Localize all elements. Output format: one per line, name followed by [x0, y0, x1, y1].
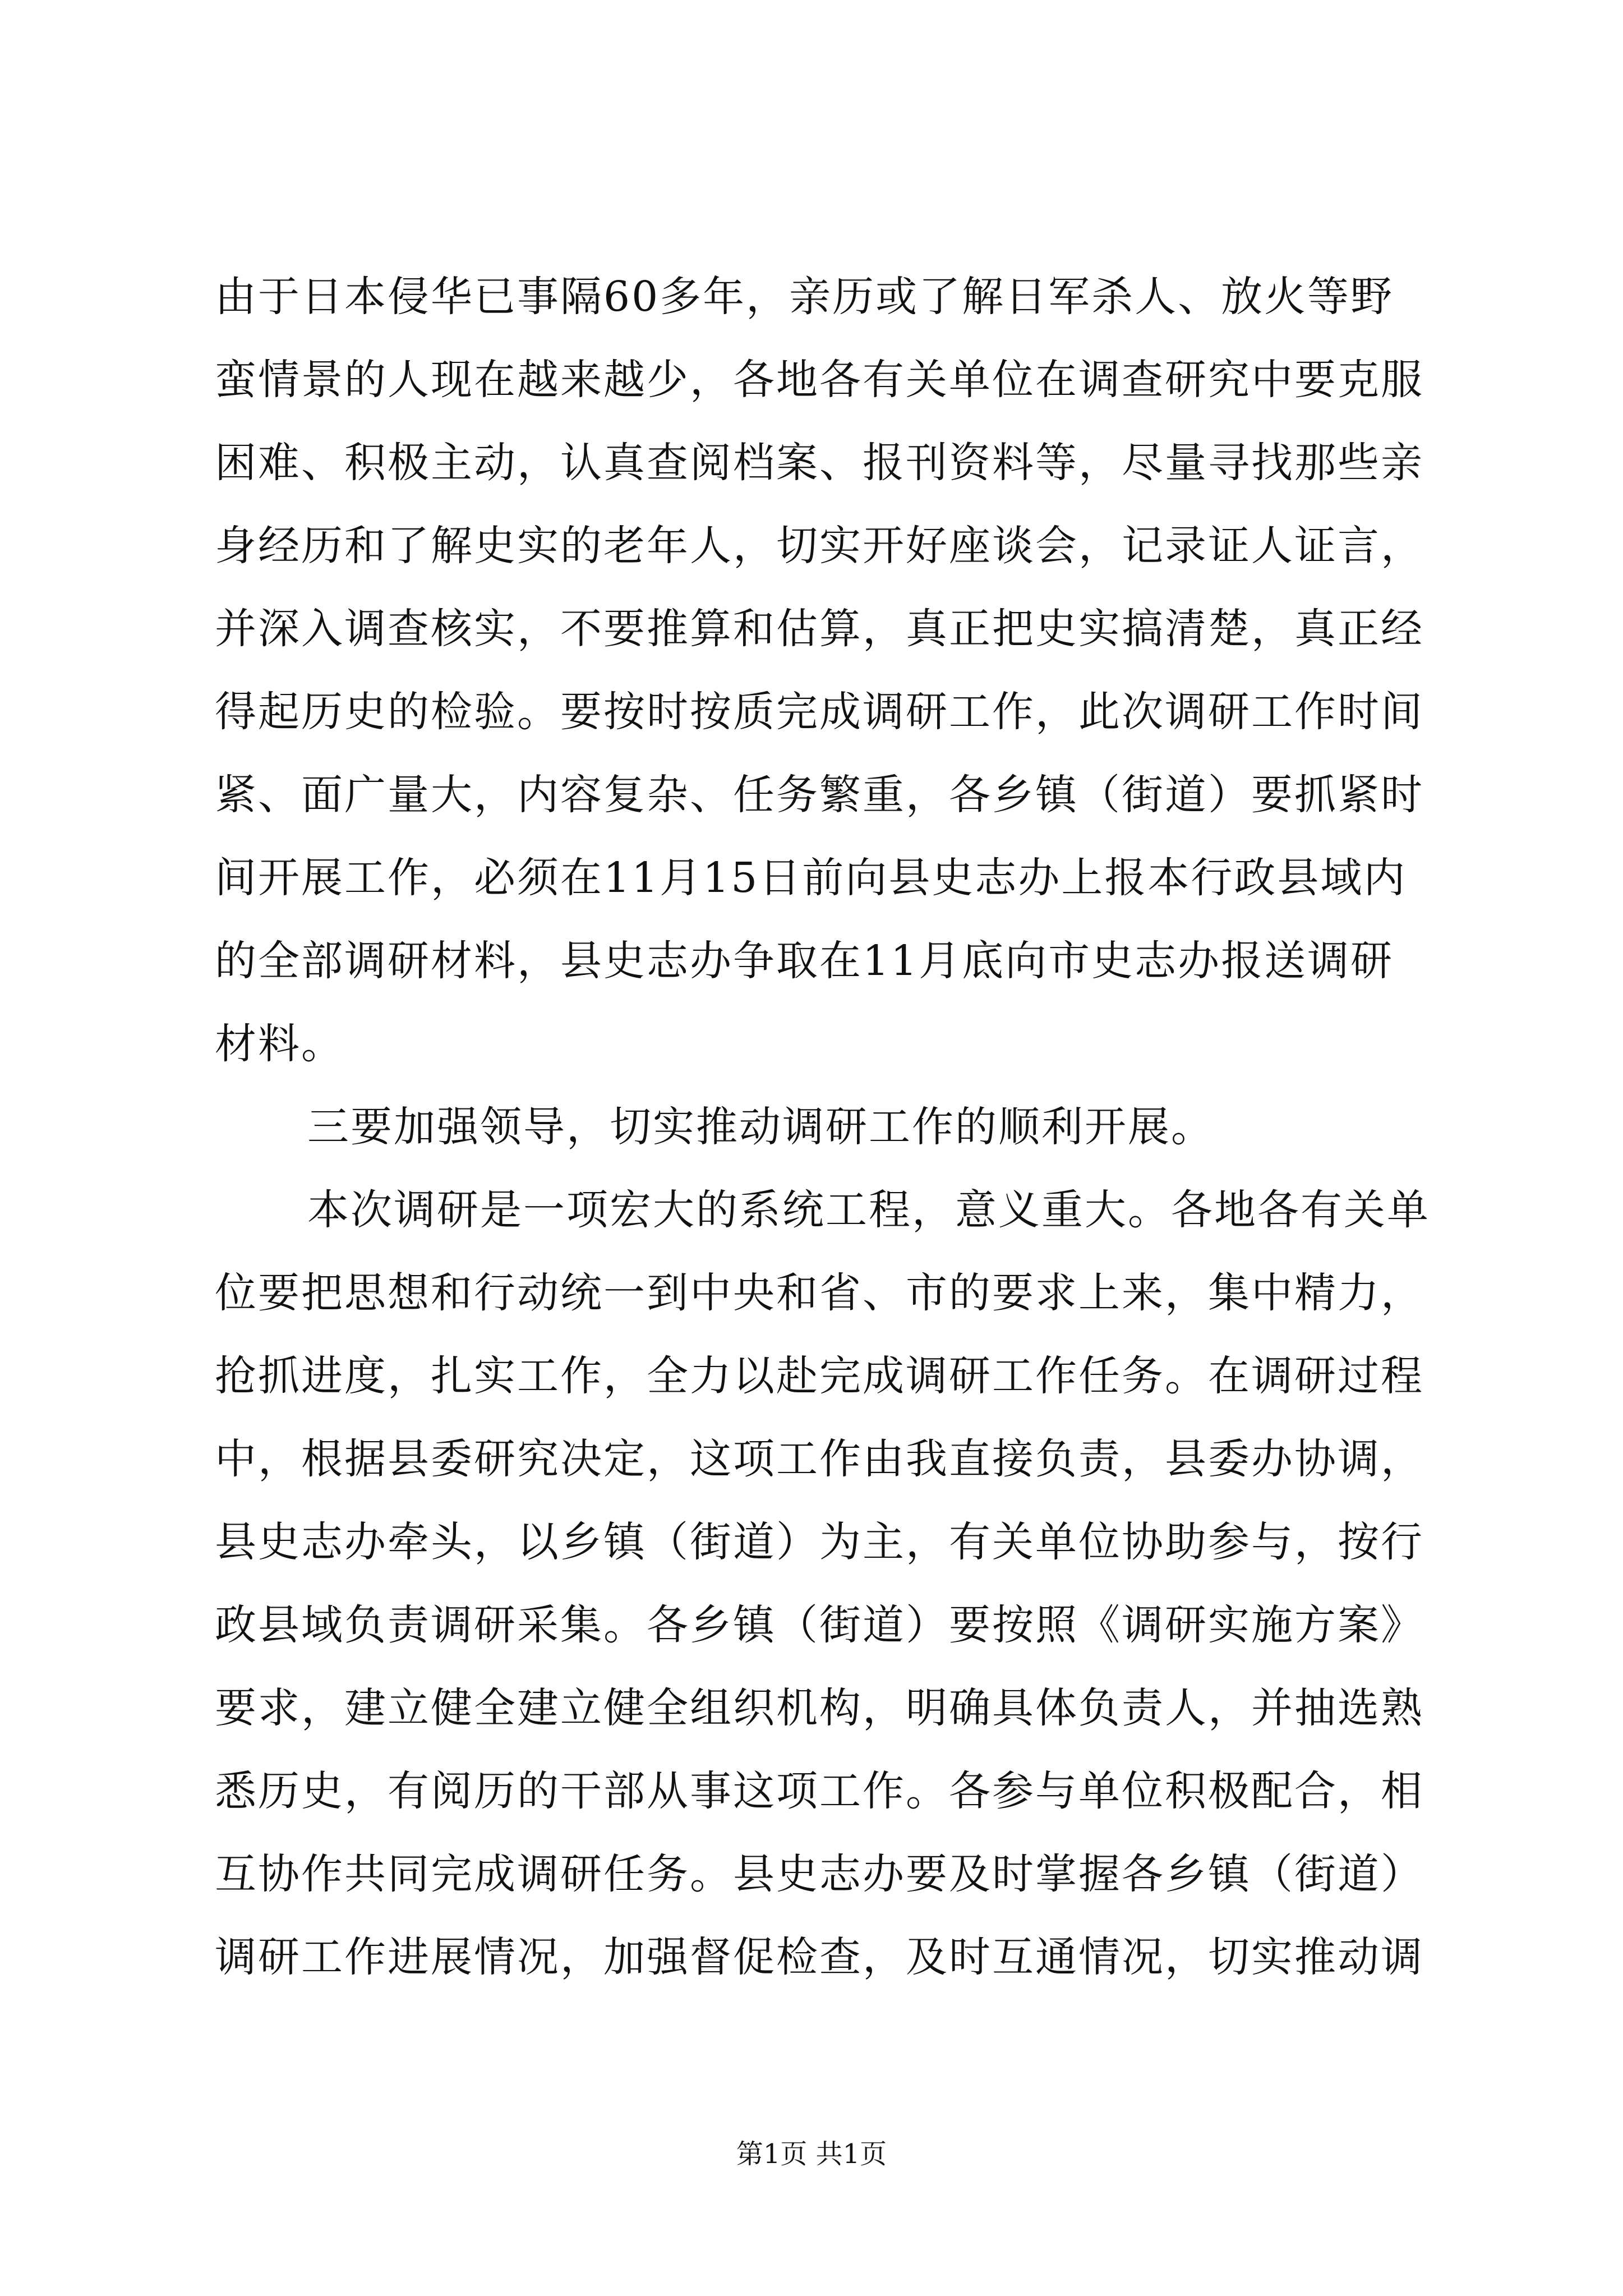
- paragraph-2-heading: [215, 1085, 1421, 1168]
- text-line: 得起历史的检验。要按时按质完成调研工作，此次调研工作时间: [215, 688, 1424, 736]
- document-body: [215, 255, 1430, 1999]
- text-line: 调研工作进展情况，加强督促检查，及时互通情况，切实推动调: [215, 1933, 1424, 1981]
- text-line: 悉历史，有阅历的干部从事这项工作。各参与单位积极配合，相: [215, 1767, 1424, 1815]
- text-line: 材料。: [215, 1020, 344, 1068]
- text-line: 困难、积极主动，认真查阅档案、报刊资料等，尽量寻找那些亲: [215, 439, 1424, 487]
- section-heading: 三要加强领导，切实推动调研工作的顺利开展。: [307, 1103, 1214, 1151]
- text-line: 本次调研是一项宏大的系统工程，意义重大。各地各有关单: [307, 1186, 1430, 1234]
- paragraph-3: [215, 1168, 1430, 1999]
- text-line: 间开展工作，必须在11月15日前向县史志办上报本行政县域内: [215, 854, 1407, 902]
- text-line: 中，根据县委研究决定，这项工作由我直接负责，县委办协调，: [215, 1435, 1424, 1483]
- text-line: 互协作共同完成调研任务。县史志办要及时掌握各乡镇（街道）: [215, 1850, 1424, 1898]
- text-line: 蛮情景的人现在越来越少，各地各有关单位在调查研究中要克服: [215, 356, 1424, 404]
- text-line: 县史志办牵头，以乡镇（街道）为主，有关单位协助参与，按行: [215, 1518, 1424, 1566]
- text-line: 的全部调研材料，县史志办争取在11月底向市史志办报送调研: [215, 937, 1394, 985]
- text-line: 由于日本侵华已事隔60多年，亲历或了解日军杀人、放火等野: [215, 273, 1394, 321]
- text-line: 身经历和了解史实的老年人，切实开好座谈会，记录证人证言，: [215, 522, 1424, 570]
- text-line: 要求，建立健全建立健全组织机构，明确具体负责人，并抽选熟: [215, 1684, 1424, 1732]
- page-footer: 第1页 共1页: [736, 2138, 887, 2170]
- text-line: 紧、面广量大，内容复杂、任务繁重，各乡镇（街道）要抓紧时: [215, 771, 1424, 819]
- text-line: 抢抓进度，扎实工作，全力以赴完成调研工作任务。在调研过程: [215, 1352, 1424, 1400]
- text-line: 政县域负责调研采集。各乡镇（街道）要按照《调研实施方案》: [215, 1601, 1424, 1649]
- paragraph-1: [215, 255, 1424, 1085]
- text-line: 并深入调查核实，不要推算和估算，真正把史实搞清楚，真正经: [215, 605, 1424, 653]
- text-line: 位要把思想和行动统一到中央和省、市的要求上来，集中精力，: [215, 1269, 1424, 1317]
